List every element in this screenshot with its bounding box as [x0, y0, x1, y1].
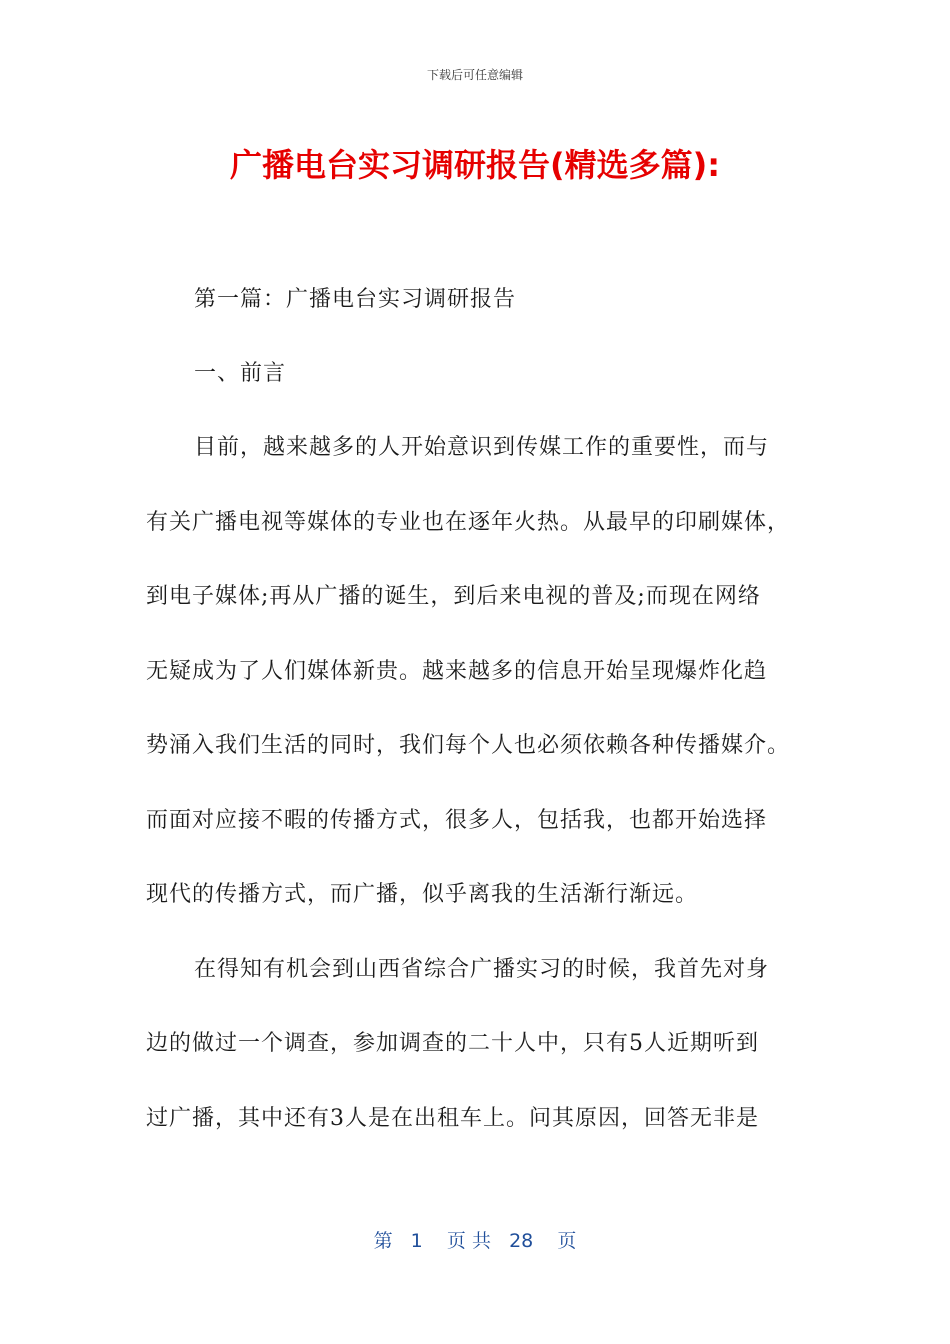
paragraph-line: 目前，越来越多的人开始意识到传媒工作的重要性，而与: [194, 435, 770, 460]
paragraph-line: 过广播，其中还有3人是在出租车上。问其原因，回答无非是: [146, 1106, 759, 1131]
paragraph-line: 在得知有机会到山西省综合广播实习的时候，我首先对身: [194, 957, 770, 982]
subsection-heading: 一、前言: [194, 361, 287, 386]
document-title: 广播电台实习调研报告(精选多篇):: [229, 146, 721, 184]
paragraph-line: 而面对应接不暇的传播方式，很多人，包括我，也都开始选择: [146, 808, 768, 833]
paragraph-line: 势涌入我们生活的同时，我们每个人也必须依赖各种传播媒介。: [146, 733, 791, 758]
paragraph-line: 现代的传播方式，而广播，似乎离我的生活渐行渐远。: [146, 882, 699, 907]
paragraph-line: 无疑成为了人们媒体新贵。越来越多的信息开始呈现爆炸化趋: [146, 659, 768, 684]
paragraph-line: 有关广播电视等媒体的专业也在逐年火热。从最早的印刷媒体，: [146, 510, 791, 535]
header-note: 下载后可任意编辑: [426, 68, 523, 82]
paragraph-line: 到电子媒体;再从广播的诞生，到后来电视的普及;而现在网络: [146, 584, 761, 609]
paragraph-line: 边的做过一个调查，参加调查的二十人中，只有5人近期听到: [146, 1031, 759, 1056]
section-heading: 第一篇：广播电台实习调研报告: [194, 287, 517, 312]
page-number: 第 1 页 共 28 页: [373, 1230, 577, 1252]
